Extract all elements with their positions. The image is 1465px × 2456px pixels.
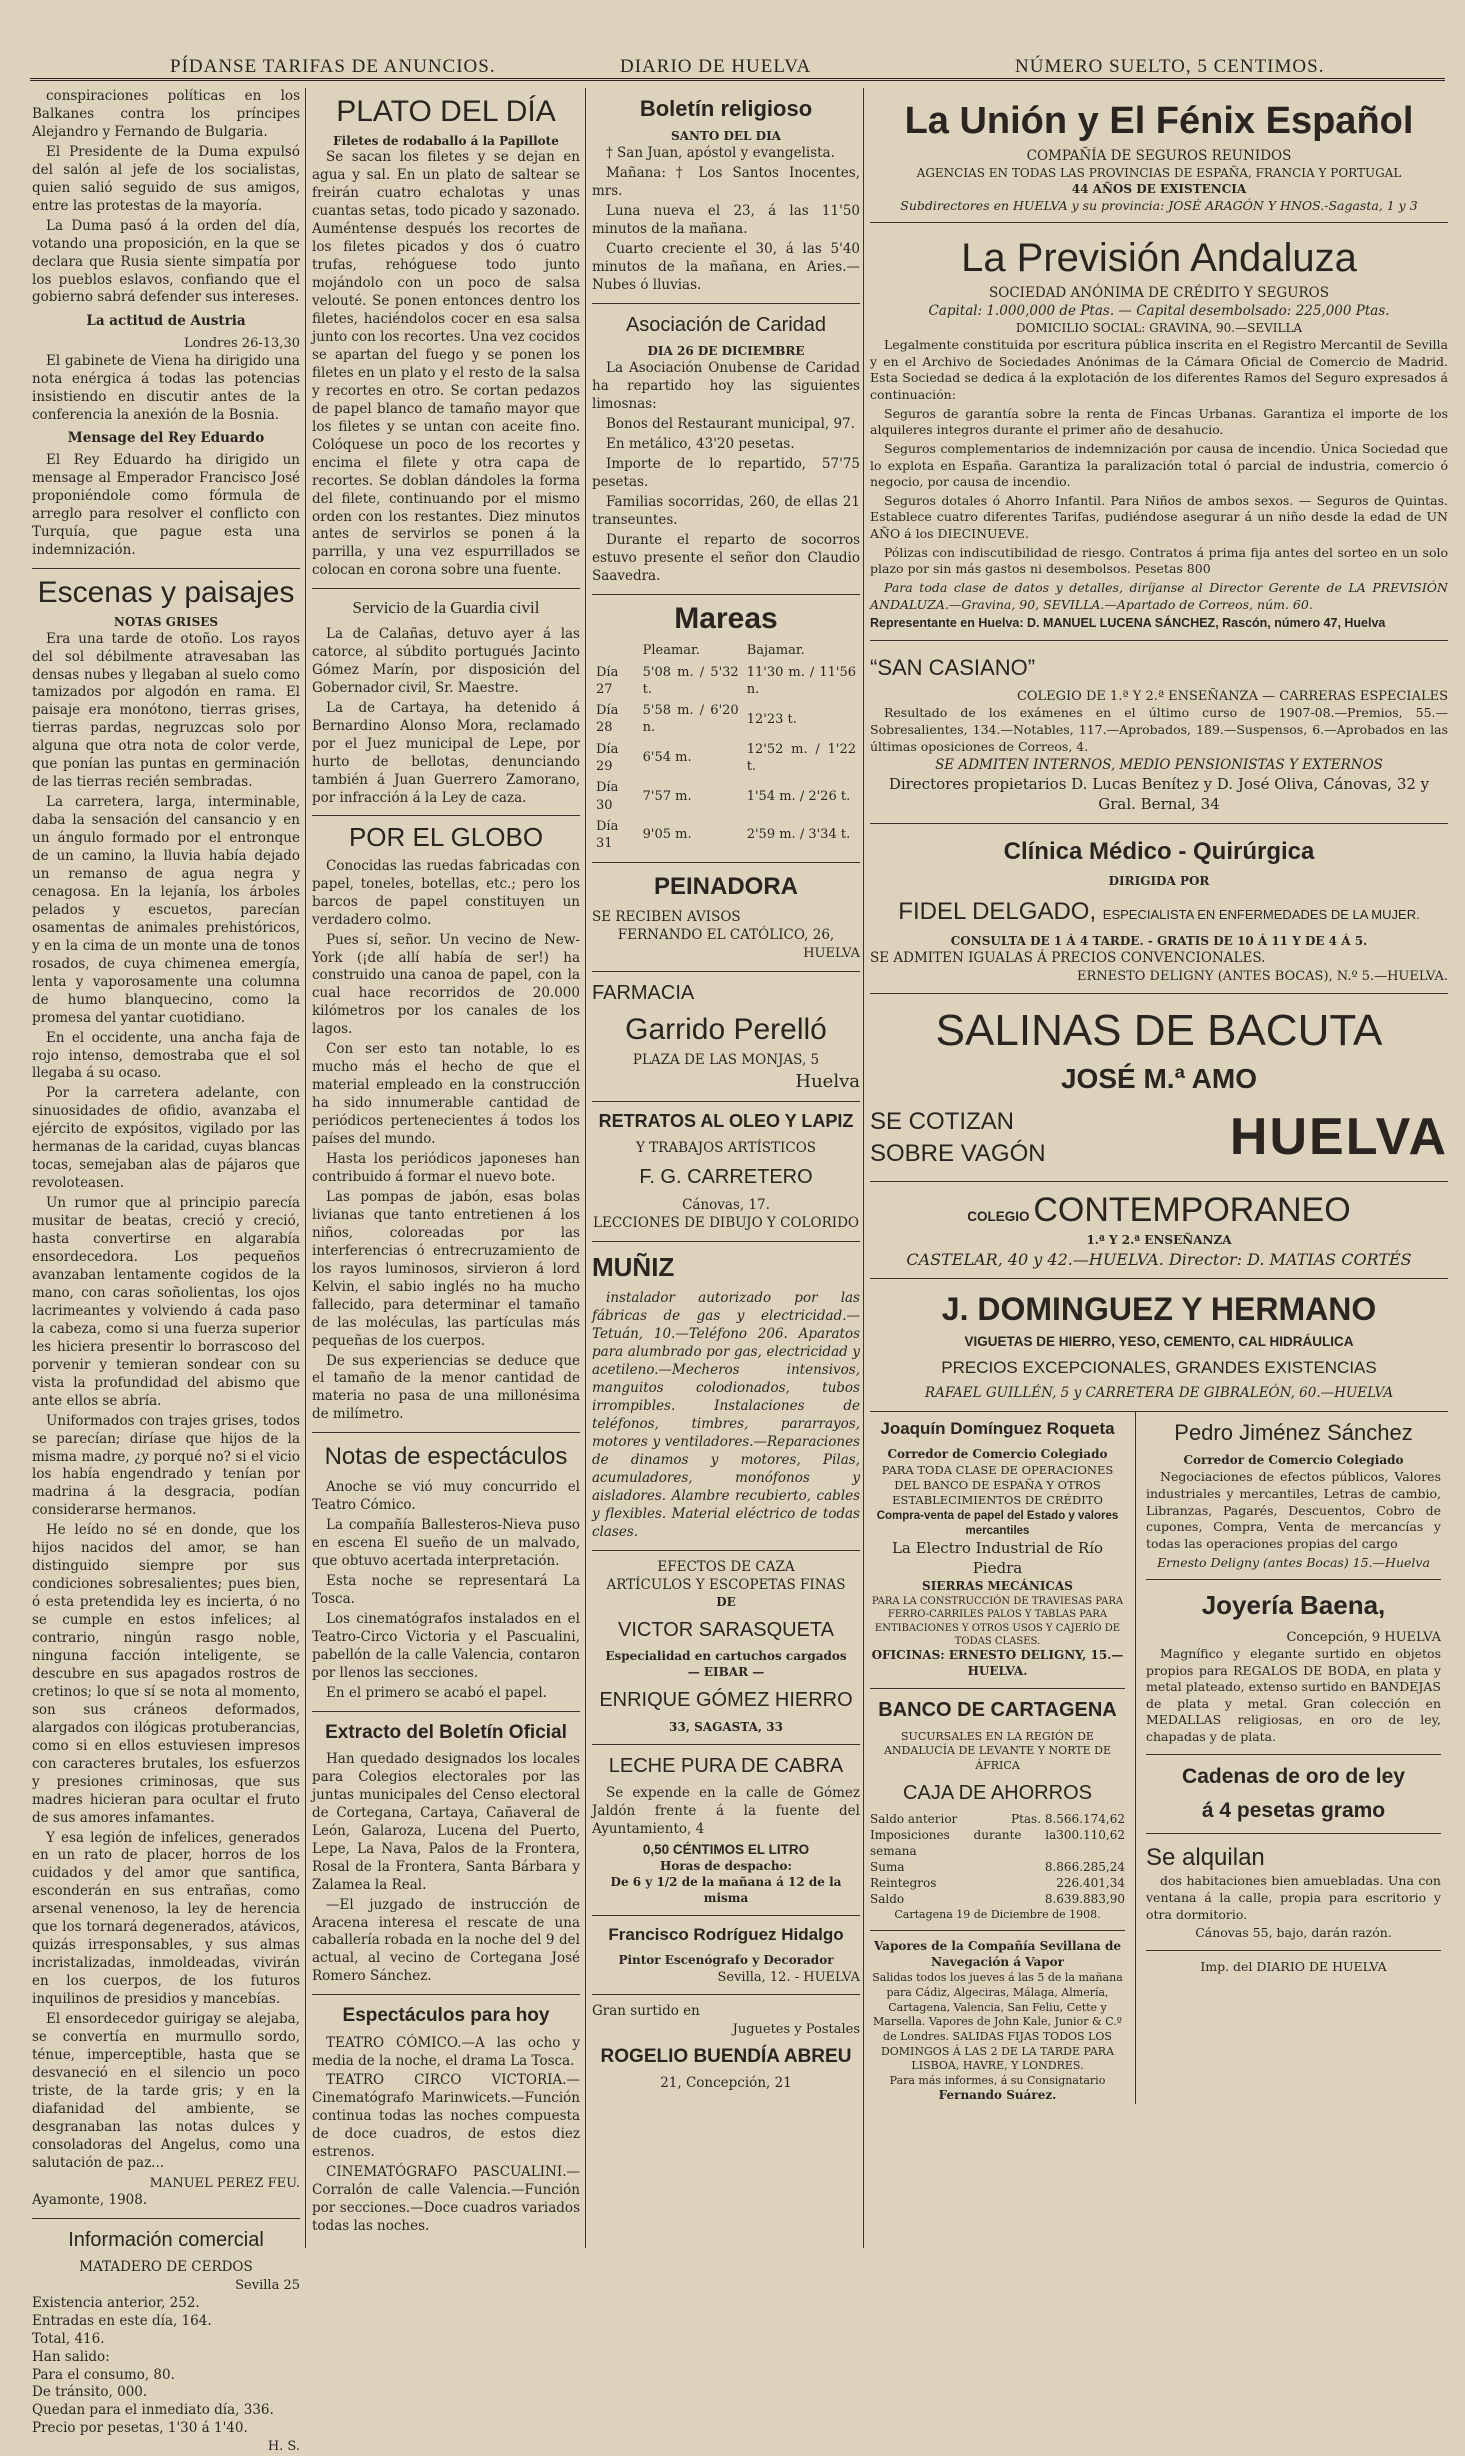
pjs-name: Pedro Jiménez Sánchez bbox=[1174, 1420, 1413, 1446]
espect-para: TEATRO CÓMICO.—A las ocho y media de la noche, el drama La Tosca. bbox=[312, 2034, 580, 2069]
farmacia-name: Garrido Perelló bbox=[625, 1013, 827, 1047]
escenas-para: En el occidente, una ancha faja de rojo intenso, demostraba que el sol llegaba á su ocaso. bbox=[32, 1029, 300, 1082]
dominguez-ad bbox=[870, 1279, 1448, 1412]
eduardo-title: Mensage del Rey Eduardo bbox=[67, 430, 265, 447]
peinadora-line: FERNANDO EL CATÓLICO, 26, bbox=[617, 927, 835, 944]
banco-sub: SUCURSALES EN LA REGIÓN DE ANDALUCÍA DE LEVANTE Y NORTE DE ÁFRICA bbox=[883, 1729, 1112, 1772]
column-rule bbox=[585, 88, 586, 2248]
prevision-ad bbox=[870, 223, 1448, 640]
intro-para: La Duma pasó á la orden del día, votando una proposición, en la que se declara que Rusia siente simpatía por los pueblos eslavos, confiando que el gobierno sabrá defender sus intereses. bbox=[32, 217, 300, 306]
pjs-addr: Ernesto Deligny (antes Bocas) 15.—Huelva bbox=[1157, 1554, 1430, 1570]
prevision-text: Legalmente constituida por escritura pública inscrita en el Registro Mercantil de Sevilla y en el Archivo de Sociedades Anónimas de la Cámara Oficial de Comercio de Madrid. Esta Sociedad se dedica á la explotación de los diferentes Ramos del Seguro expresados á continuación: bbox=[870, 337, 1448, 403]
plato-title: PLATO DEL DÍA bbox=[336, 95, 556, 128]
joyeria-title: Joyería Baena, bbox=[1201, 1590, 1386, 1621]
rogelio-line: Juguetes y Postales bbox=[732, 2021, 860, 2037]
espect-para: CINEMATÓGRAFO PASCUALINI.—Corralón de calle Valencia.—Función por secciones.—Doce cuadros variados todas las noches. bbox=[312, 2164, 580, 2235]
info-city: Sevilla 25 bbox=[235, 2278, 300, 2294]
clinica-name: FIDEL DELGADO, ESPECIALISTA EN ENFERMEDADES DE LA MUJER. bbox=[898, 897, 1420, 925]
prevision-capital: Capital: 1.000,000 de Ptas. — Capital desembolsado: 225,000 Ptas. bbox=[928, 303, 1390, 320]
peinadora-title: PEINADORA bbox=[653, 873, 798, 901]
table-row: Reintegros 226.401,34 bbox=[870, 1875, 1125, 1890]
union-fenix-ad bbox=[870, 88, 1448, 223]
casiano-directors: Directores propietarios D. Lucas Benítez y D. José Oliva, Cánovas, 32 y Gral. Bernal, 34 bbox=[888, 775, 1430, 814]
guardia-title: Servicio de la Guardia civil bbox=[352, 598, 540, 618]
casiano-text: Resultado de los exámenes en el último curso de 1907-08.—Premios, 55.—Sobresalientes, 134.—Notables, 117.—Aprobados, 189.—Suspensos, 6.—Aprobados en las últimas oposiciones de Correos, 4. bbox=[870, 705, 1448, 754]
leche-title: LECHE PURA DE CABRA bbox=[608, 1754, 844, 1777]
dominguez-title: J. DOMINGUEZ Y HERMANO bbox=[941, 1291, 1377, 1328]
retratos-name: F. G. CARRETERO bbox=[639, 1166, 813, 1189]
pjs-job: Corredor de Comercio Colegiado bbox=[1183, 1453, 1404, 1468]
column-rule bbox=[305, 88, 306, 2248]
santo-line: Cuarto creciente el 30, á las 5'40 minutos de la mañana, en Aries.—Nubes ó lluvias. bbox=[592, 240, 860, 293]
caza-especialidad: Especialidad en cartuchos cargados bbox=[605, 1649, 847, 1664]
clinica-by: DIRIGIDA POR bbox=[1108, 874, 1210, 888]
casiano-title: “SAN CASIANO” bbox=[870, 654, 1036, 680]
santo-line: Mañana: † Los Santos Inocentes, mrs. bbox=[592, 165, 860, 200]
leche-text: Se expende en la calle de Gómez Jaldón frente á la fuente del Ayuntamiento, 4 bbox=[592, 1785, 860, 1838]
cadenas-title: Cadenas de oro de ley bbox=[1182, 1764, 1405, 1788]
prevision-bottom: Para toda clase de datos y detalles, diríjanse al Director Gerente de LA PREVISIÓN ANDALUZA.—Gravina, 90, SEVILLA.—Apartado de Correos, núm. 60. bbox=[870, 579, 1448, 612]
notas-para: Esta noche se representará La Tosca. bbox=[312, 1572, 580, 1607]
table-row: Saldo anterior Ptas. 8.566.174,62 bbox=[870, 1812, 1125, 1827]
jdr-electro: La Electro Industrial de Río Piedra bbox=[891, 1539, 1104, 1578]
joyeria-addr: Concepción, 9 HUELVA bbox=[1286, 1629, 1441, 1645]
asociacion-para: La Asociación Onubense de Caridad ha repartido hoy las siguientes limosnas: bbox=[592, 360, 860, 413]
vapores-title: Vapores de la Compañía Sevillana de Navegación á Vapor bbox=[873, 1939, 1122, 1970]
austria-text: El gabinete de Viena ha dirigido una nota enérgica á todas las potencias insistiendo en discutir antes de la conferencia la anexión de la Bosnia. bbox=[32, 352, 300, 423]
santo-line: † San Juan, apóstol y evangelista. bbox=[606, 145, 835, 162]
rogelio-line: Gran surtido en bbox=[592, 2002, 700, 2019]
santo-title: SANTO DEL DIA bbox=[670, 129, 781, 144]
jdr-sierras: SIERRAS MECÁNICAS bbox=[922, 1579, 1073, 1594]
info-line: Total, 416. bbox=[32, 2330, 105, 2347]
escenas-place: Ayamonte, 1908. bbox=[32, 2191, 148, 2208]
retratos-sub: Y TRABAJOS ARTÍSTICOS bbox=[635, 1140, 817, 1157]
escenas-title: Escenas y paisajes bbox=[37, 576, 295, 610]
prevision-representante: Representante en Huelva: D. MANUEL LUCENA SÁNCHEZ, Rascón, número 47, Huelva bbox=[870, 616, 1386, 631]
info-line: Han salido: bbox=[32, 2348, 110, 2365]
dominguez-sub: VIGUETAS DE HIERRO, YESO, CEMENTO, CAL HIDRÁULICA bbox=[964, 1333, 1354, 1349]
retratos-lessons: LECCIONES DE DIBUJO Y COLORIDO bbox=[593, 1214, 859, 1231]
clinica-title: Clínica Médico - Quirúrgica bbox=[1003, 838, 1315, 866]
prevision-item: Seguros dotales ó Ahorro Infantil. Para Niños de ambos sexos. — Seguros de Quintas. Establece cuatro diferentes Tarifas, pudiéndose asegurar á un niño desde la edad de UN AÑO á los DIECINUEVE. bbox=[870, 492, 1448, 542]
info-line: Quedan para el inmediato día, 336. bbox=[32, 2402, 274, 2419]
salinas-line: SE COTIZAN bbox=[870, 1108, 1015, 1136]
globo-para: Pues sí, señor. Un vecino de New-York (¡de allí había de ser!) ha construido una canoa de papel, con la cual hace recorridos de 20.000 kilómetros por los canales de los lagos. bbox=[312, 931, 580, 1038]
santo-line: Luna nueva el 23, á las 11'50 minutos de la mañana. bbox=[592, 203, 860, 238]
caza-sub: ARTÍCULOS Y ESCOPETAS FINAS bbox=[606, 1576, 846, 1593]
clinica-ad bbox=[870, 824, 1448, 994]
caza-eibar: — EIBAR — bbox=[687, 1665, 765, 1680]
globo-title: POR EL GLOBO bbox=[348, 822, 544, 853]
rogelio-name: ROGELIO BUENDÍA ABREU bbox=[600, 2046, 852, 2068]
clinica-igualas: SE ADMITEN IGUALAS Á PRECIOS CONVENCIONALES. bbox=[870, 949, 1266, 966]
asociacion-date: DIA 26 DE DICIEMBRE bbox=[647, 344, 805, 359]
banco-date: Cartagena 19 de Diciembre de 1908. bbox=[894, 1907, 1101, 1921]
asociacion-para: Bonos del Restaurant municipal, 97. bbox=[606, 416, 855, 433]
mareas-head: Bajamar. bbox=[746, 643, 805, 659]
espect-title: Espectáculos para hoy bbox=[342, 2005, 550, 2027]
clinica-spec: ESPECIALISTA EN ENFERMEDADES DE LA MUJER. bbox=[1102, 906, 1420, 922]
intro-para: conspiraciones políticas en los Balkanes contra los príncipes Alejandro y Fernando de Bulgaria. bbox=[32, 88, 300, 140]
notas-para: Anoche se vió muy concurrido el Teatro Cómico. bbox=[312, 1479, 580, 1514]
farmacia-addr: PLAZA DE LAS MONJAS, 5 bbox=[632, 1051, 820, 1068]
contemporaneo-ad bbox=[870, 1182, 1448, 1279]
asociacion-para: En metálico, 43'20 pesetas. bbox=[606, 436, 795, 453]
leche-price: 0,50 CÉNTIMOS EL LITRO bbox=[642, 1842, 810, 1858]
table-row: Día 30 7'57 m. 1'54 m. / 2'26 t. bbox=[596, 780, 851, 813]
contemporaneo-title: CONTEMPORANEO bbox=[1033, 1190, 1351, 1229]
farmacia-title: FARMACIA bbox=[592, 981, 695, 1004]
column-1 bbox=[32, 88, 300, 2455]
escenas-para: La carretera, larga, interminable, daba la sensación del cansancio y en un ángulo formado por el entronque de un camino, la lluvia había dejado un remanso de agua negra y cenagosa. En la lejanía, los árboles pelados y escuetos, parecían osamentas de animales prehistóricos, y en la cima de un monte una de tonos rosados, de cuya chimenea emergía, lenta y vaporosamente una columna de humo blanquecino, como la promesa del yantar cuotidiano. bbox=[32, 794, 300, 1026]
intro-para: El Presidente de la Duma expulsó del salón al jefe de los socialistas, quien salió seguido de sus amigos, entre las protestas de la mayoría. bbox=[32, 143, 300, 214]
notas-para: Los cinematógrafos instalados en el Teatro-Circo Victoria y el Pascualini, pabellón de la calle Valencia, contaron por llenos las secciones. bbox=[312, 1610, 580, 1681]
caza-name: VICTOR SARASQUETA bbox=[618, 1618, 834, 1641]
asociacion-para: Importe de lo repartido, 57'75 pesetas. bbox=[592, 456, 860, 491]
header-center: DIARIO DE HUELVA bbox=[620, 56, 812, 77]
muniz-name: MUÑIZ bbox=[592, 1251, 675, 1282]
column-2 bbox=[312, 88, 580, 2258]
alquilan-addr: Cánovas 55, bajo, darán razón. bbox=[1195, 1925, 1392, 1941]
casiano-admission: SE ADMITEN INTERNOS, MEDIO PENSIONISTAS Y EXTERNOS bbox=[935, 757, 1383, 774]
clinica-addr: ERNESTO DELIGNY (ANTES BOCAS), N.º 5.—HUELVA. bbox=[1077, 968, 1448, 984]
austria-title: La actitud de Austria bbox=[86, 313, 246, 330]
globo-para: Con ser esto tan notable, lo es mucho más el hecho de que el material empleado en la construcción ha sido innumerable cantidad de periódicos pertenecientes á todos los países del mundo. bbox=[312, 1041, 580, 1148]
plato-text: Se sacan los filetes y se dejan en agua y sal. En un plato de saltear se freirán cuatro echalotas y unas cuantas setas, todo picado y sazonado. Auméntense después los recortes de los filetes picados y dos ó cuatro trufas, rehóguese todo junto mojándolo con un poco de salsa velouté. Se ponen entonces dentro los filetes, haciéndolos cocer en esa salsa junto con los recortes. Una vez cocidos se apartan del fuego y se ponen los filetes en un plato y el resto de la salsa y recortes en otro. Se cortan pedazos de papel blanco de tamaño mayor que los filetes y se untan con aceite fino. Colóquese un poco de los recortes y encima el filete y otra capa de recortes. Se doblan dándoles la forma del filete, continuando por el mismo orden con los restantes. Diez minutos antes de servirlos se ponen á la parrilla, y una vez espurrillados se colocan en corona sobre una fuente. bbox=[312, 149, 580, 579]
boletin-religioso-title: Boletín religioso bbox=[639, 96, 813, 121]
globo-para: Las pompas de jabón, esas bolas livianas que tanto entretienen á los niños, coloreadas por las interferencias ó entrecruzamiento de los rayos luminosos, sirvieron á lord Kelvin, el sabio inglés no ha mucho fallecido, para determinar el tamaño de las moléculas, las partículas más pequeñas de los cuerpos. bbox=[312, 1188, 580, 1349]
banco-caja: CAJA DE AHORROS bbox=[903, 1781, 1092, 1804]
dominguez-addr: RAFAEL GUILLÉN, 5 y CARRETERA DE GIBRALEÓN, 60.—HUELVA bbox=[924, 1385, 1394, 1402]
masthead-strip bbox=[30, 50, 1445, 81]
asociacion-para: Familias socorridas, 260, de ellas 21 transeuntes. bbox=[592, 494, 860, 528]
info-line: Para el consumo, 80. bbox=[32, 2366, 175, 2383]
escenas-para: Por la carretera adelante, con sinuosidades de ofidio, avanzaba el ejército de expósitos, vigilado por las hermanas de la caridad, cuyas blancas tocas, semejaban alas de pájaros que revoloteasen. bbox=[32, 1085, 300, 1192]
guardia-para: La de Calañas, detuvo ayer á las catorce, al súbdito portugués Jacinto Gómez Marín, por disposición del Gobernador civil, Sr. Maestre. bbox=[312, 625, 580, 696]
dominguez-prices: PRECIOS EXCEPCIONALES, GRANDES EXISTENCIAS bbox=[941, 1357, 1377, 1377]
escenas-para: Uniformados con trajes grises, todos se parecían; diríase que hijos de la misma madre, ¿y porqué no? si el vicio los había engendrado y tenían por madrina á la desgracia, podían considerarse hermanos. bbox=[32, 1412, 300, 1519]
farmacia-city: Huelva bbox=[795, 1070, 860, 1092]
prevision-item: Pólizas con indiscutibilidad de riesgo. Contratos á prima fija antes del sorteo en un solo plazo por sin más gastos ni desembolsos. Pesetas 800 bbox=[870, 544, 1448, 577]
salinas-line: SOBRE VAGÓN bbox=[870, 1140, 1046, 1168]
mareas-table bbox=[592, 640, 860, 854]
jdr-small: PARA LA CONSTRUCCIÓN DE TRAVIESAS PARA FERRO-CARRILES PALOS Y TABLAS PARA ENTIBACIONES Y OTROS USOS Y CAJERÍO DE TODAS CLASES. bbox=[871, 1595, 1124, 1647]
banco-title: BANCO DE CARTAGENA bbox=[878, 1699, 1117, 1722]
table-row: Día 29 6'54 m. 12'52 m. / 1'22 t. bbox=[596, 741, 856, 774]
asociacion-para: Durante el reparto de socorros estuvo presente el señor don Claudio Saavedra. bbox=[592, 531, 860, 584]
muniz-text: instalador autorizado por las fábricas de gas y electricidad.—Tetuán, 10.—Teléfono 206. Aparatos para alumbrado por gas, electricidad y acetileno.—Mecheros intensivos, manguitos colodionados, tubos irrompibles. Instalaciones de teléfonos, timbres, pararrayos, motores y ventiladores.—Reparaciones de dinamos y motores, Pilas, acumuladores, monófonos y aisladores. Alambre recubierto, cables y flexibles. Material eléctrico de todas clases. bbox=[592, 1290, 860, 1540]
union-sub2: Subdirectores en HUELVA y su provincia: JOSÉ ARAGÓN Y HNOS.-Sagasta, 1 y 3 bbox=[900, 197, 1418, 213]
info-title: Información comercial bbox=[68, 2228, 264, 2251]
table-row: Suma 8.866.285,24 bbox=[870, 1859, 1125, 1874]
pjs-text: Negociaciones de efectos públicos, Valores industriales y mercantiles, Letras de cambio, Libranzas, Pagarés, Descuentos, Cobro de cupones, Compra, Venta de mercancías y todas las operaciones propias del cargo bbox=[1146, 1469, 1441, 1551]
clinica-hours: CONSULTA DE 1 Á 4 TARDE. - GRATIS DE 10 Á 11 Y DE 4 Á 5. bbox=[950, 933, 1368, 948]
frh-job: Pintor Escenógrafo y Decorador bbox=[618, 1952, 834, 1967]
union-years: 44 AÑOS DE EXISTENCIA bbox=[1071, 181, 1247, 196]
caza-addr: 33, SAGASTA, 33 bbox=[669, 1719, 783, 1734]
rogelio-addr: 21, Concepción, 21 bbox=[660, 2075, 792, 2092]
salinas-name: JOSÉ M.ª AMO bbox=[1060, 1063, 1257, 1095]
jdr-job: Corredor de Comercio Colegiado bbox=[887, 1446, 1108, 1461]
mareas-head: Pleamar. bbox=[642, 643, 700, 659]
boletin-para: —El juzgado de instrucción de Aracena interesa el rescate de una caballería robada en la noche del 9 del actual, al vecino de Cortegana José Romero Sánchez. bbox=[312, 1896, 580, 1985]
notas-para: En el primero se acabó el papel. bbox=[326, 1684, 547, 1701]
retratos-title: RETRATOS AL OLEO Y LAPIZ bbox=[598, 1111, 854, 1132]
san-casiano-ad bbox=[870, 641, 1448, 824]
eduardo-text: El Rey Eduardo ha dirigido un mensage al Emperador Francisco José proponiéndole como fórmula de arreglo para resolver el conflicto con Turquía, que pague esta una indemnización. bbox=[32, 452, 300, 559]
table-row: Día 31 9'05 m. 2'59 m. / 3'34 t. bbox=[596, 818, 851, 852]
salinas-ad bbox=[870, 994, 1448, 1182]
jdr-oficinas: OFICINAS: ERNESTO DELIGNY, 15.—HUELVA. bbox=[871, 1648, 1124, 1679]
table-row: Saldo 8.639.883,90 bbox=[870, 1891, 1125, 1906]
salinas-title: SALINAS DE BACUTA bbox=[935, 1006, 1383, 1056]
info-line: De tránsito, 000. bbox=[32, 2384, 148, 2401]
joyeria-text: Magnífico y elegante surtido en objetos propios para REGALOS DE BODA, en plata y metal plateado, extenso surtido en BANDEJAS de plata y metal. Gran colección en MEDALLAS religiosas, en oro de ley, chapadas y de plata. bbox=[1146, 1645, 1441, 1745]
salinas-city: HUELVA bbox=[1229, 1108, 1448, 1167]
globo-para: Hasta los periódicos japoneses han contribuido á formar el nuevo bote. bbox=[312, 1151, 580, 1185]
info-line: Existencia anterior, 252. bbox=[32, 2294, 200, 2311]
prevision-title: La Previsión Andaluza bbox=[961, 236, 1357, 281]
vapores-text: Salidas todos los jueves á las 5 de la mañana para Cádiz, Algeciras, Málaga, Almería, Cartagena, Valencia, San Feliu, Cette y Marsella. Vapores de John Kale, Junior & C.º de Londres. SALIDAS FIJAS TODOS LOS DOMINGOS Á LAS 2 DE LA TARDE PARA LISBOA, HAVRE, Y LONDRES. bbox=[872, 1971, 1123, 2073]
plato-subtitle: Filetes de rodaballo á la Papillote bbox=[333, 133, 559, 148]
info-subtitle: MATADERO DE CERDOS bbox=[79, 2259, 253, 2276]
vapores-cons: Para más informes, á su Consignatario bbox=[889, 2073, 1106, 2087]
contemporaneo-addr: CASTELAR, 40 y 42.—HUELVA. Director: D. MATIAS CORTÉS bbox=[906, 1249, 1412, 1269]
leche-hours-title: Horas de despacho: bbox=[660, 1859, 792, 1874]
prevision-domicilio: DOMICILIO SOCIAL: GRAVINA, 90.—SEVILLA bbox=[1015, 321, 1303, 336]
caza-title: EFECTOS DE CAZA bbox=[657, 1558, 795, 1575]
union-title: La Unión y El Fénix Español bbox=[904, 100, 1414, 142]
column-rule bbox=[863, 88, 864, 2248]
jdr-bold: Compra-venta de papel del Estado y valores mercantiles bbox=[876, 1509, 1119, 1537]
union-agencias: AGENCIAS EN TODAS LAS PROVINCIAS DE ESPAÑA, FRANCIA Y PORTUGAL bbox=[916, 165, 1402, 180]
peinadora-line: HUELVA bbox=[803, 946, 860, 962]
notas-title: Notas de espectáculos bbox=[324, 1443, 568, 1471]
boletin-para: Han quedado designados los locales para Colegios electorales por las juntas municipales del Censo electoral de Cortegana, Cartaya, Cañaveral de León, Galaroza, Lucena del Puerto, Lepe, La Nava, Palos de la Frontera, Rosal de la Frontera, Santa Bárbara y Zalamea la Real. bbox=[312, 1750, 580, 1893]
mareas-title: Mareas bbox=[674, 601, 778, 635]
globo-para: De sus experiencias se deduce que el tamaño de la menor cantidad de materia no pasa de una millonésima de milímetro. bbox=[312, 1352, 580, 1423]
escenas-para: Un rumor que al principio parecía musitar de beatas, creció y creció, hasta convertirse en algarabía ensordecedora. Los pequeños avanzaban lentamente cogidos de la mano, con caras soñolientas, los ojos lacrimeantes y volviendo á cada paso la cabeza, como si una fuerza superior les hiciera presentir lo borrascoso del porvenir y temieran sondear con su vista la profundidad del abismo que ante ellos se abría. bbox=[32, 1195, 300, 1409]
info-line: Entradas en este día, 164. bbox=[32, 2312, 212, 2329]
prevision-item: Seguros de garantía sobre la renta de Fincas Urbanas. Garantiza el importe de los alquileres integros durante el primer año de desahucio. bbox=[870, 405, 1448, 438]
alquilan-text: dos habitaciones bien amuebladas. Una con ventana á la calle, propia para escritorio y otra dormitorio. bbox=[1146, 1873, 1441, 1922]
info-line: Precio por pesetas, 1'30 á 1'40. bbox=[32, 2420, 248, 2437]
frh-addr: Sevilla, 12. - HUELVA bbox=[717, 1969, 860, 1985]
column-3 bbox=[592, 88, 860, 2258]
escenas-subtitle: NOTAS GRISES bbox=[113, 614, 219, 629]
vapores-name: Fernando Suárez. bbox=[938, 2088, 1057, 2103]
escenas-para: He leído no sé en donde, que los hijos nacidos del amor, se han distinguido siempre por sus condiciones sobresalientes; pues bien, ó esta pretendida ley es incierta, ó no se cumple en estos infelices; al contrario, ningún rasgo noble, ninguna facción inteligente, se descubre en sus apagados rostros de cretinos; lo que sí se nota al momento, son sus cráneos deformados, alargados con ilógicas protuberancias, como si en ellos estuviesen impresos con caracteres brutales, los esfuerzos y presiones criminosas, que sus madres hicieran para ocultar el fruto de sus amores infamantes. bbox=[32, 1522, 300, 1826]
cadenas-price: á 4 pesetas gramo bbox=[1201, 1798, 1386, 1822]
imprenta: Imp. del DIARIO DE HUELVA bbox=[1200, 1958, 1387, 1974]
retratos-addr: Cánovas, 17. bbox=[682, 1196, 770, 1213]
header-left: PÍDANSE TARIFAS DE ANUNCIOS. bbox=[170, 56, 496, 77]
austria-dateline: Londres 26-13,30 bbox=[183, 336, 300, 352]
globo-para: Conocidas las ruedas fabricadas con papel, toneles, botellas, etc.; pero los barcos de papel constituyen un verdadero colmo. bbox=[312, 857, 580, 928]
asociacion-title: Asociación de Caridad bbox=[625, 313, 827, 336]
escenas-signature: MANUEL PEREZ FEU. bbox=[149, 2175, 300, 2191]
caza-agent: ENRIQUE GÓMEZ HIERRO bbox=[599, 1689, 853, 1712]
boletin-title: Extracto del Boletín Oficial bbox=[325, 1721, 567, 1743]
column-4 bbox=[870, 88, 1448, 2258]
casiano-sub: COLEGIO DE 1.ª Y 2.ª ENSEÑANZA — CARRERAS ESPECIALES bbox=[1016, 689, 1448, 705]
alquilan-big: Se alquilan bbox=[1146, 1843, 1265, 1871]
prevision-sub: SOCIEDAD ANÓNIMA DE CRÉDITO Y SEGUROS bbox=[989, 285, 1329, 302]
escenas-para: El ensordecedor guirigay se alejaba, se convertía en murmullo sordo, ténue, imperceptible, hasta que se desvaneció en el silencio un poco triste, de la tarde gris; y en la diafanidad del ambiente, se desgranaban las notas dulces y consoladoras del Angelus, como una salutación de paz... bbox=[32, 2011, 300, 2171]
notas-para: La compañía Ballesteros-Nieva puso en escena El sueño de un malvado, que obtuvo acertada interpretación. bbox=[312, 1517, 580, 1570]
peinadora-line: SE RECIBEN AVISOS bbox=[592, 909, 741, 926]
escenas-para: Y esa legión de infelices, generados en un rato de placer, horros de los cuidados y del amor que santifica, esconderán en sus entrañas, como arsenal venenoso, la ley de herencia que los tornará degenerados, atávicos, quizás irresponsables, y sus almas incristalizadas, inmoldeadas, vivirán en los cuerpos, de los futuros inquilinos de presidios y mancebías. bbox=[32, 1829, 300, 2008]
escenas-para: Era una tarde de otoño. Los rayos del sol débilmente atravesaban las densas nubes y llegaban al suelo como tamizados por algodón en rama. El paisaje era monótono, tierras grises, tierras pardas, negruzcas solo por alguna que otra nota de color verde, que ponían las puntas en germinación de las tierras recién sembradas. bbox=[32, 630, 300, 791]
frh-name: Francisco Rodríguez Hidalgo bbox=[608, 1924, 844, 1944]
contemporaneo-sub: 1.ª Y 2.ª ENSEÑANZA bbox=[1086, 1232, 1232, 1247]
jdr-name: Joaquín Domínguez Roqueta bbox=[880, 1419, 1115, 1439]
table-row: Imposiciones durante la semana 300.110,62 bbox=[870, 1828, 1125, 1859]
union-sub: COMPAÑÍA DE SEGUROS REUNIDOS bbox=[1026, 147, 1292, 164]
espect-para: TEATRO CIRCO VICTORIA.—Cinematógrafo Marinwicets.—Función continua todas las noches compuesta de doce cuadros, de estos diez estrenos. bbox=[312, 2072, 580, 2161]
header-right: NÚMERO SUELTO, 5 CENTIMOS. bbox=[1015, 56, 1325, 77]
guardia-para: La de Cartaya, ha detenido á Bernardino Alonso Mora, reclamado por el Juez municipal de Lepe, por hurto de bellotas, denunciando también á Juan Guerrero Zamorano, por infracción á la Ley de caza. bbox=[312, 699, 580, 806]
leche-hours: De 6 y 1/2 de la mañana á 12 de la misma bbox=[610, 1875, 842, 1906]
prevision-item: Seguros complementarios de indemnización por causa de incendio. Única Sociedad que lo explota en España. Garantiza la paralización total ó parcial de industria, comercio ó negocio, por causa de incendio. bbox=[870, 440, 1448, 490]
info-signature: H. S. bbox=[267, 2439, 300, 2455]
contemporaneo-pre: COLEGIO bbox=[967, 1208, 1030, 1224]
caza-de: DE bbox=[716, 1594, 736, 1609]
jdr-text: PARA TODA CLASE DE OPERACIONES DEL BANCO DE ESPAÑA Y OTROS ESTABLECIMIENTOS DE CRÉDITO bbox=[881, 1462, 1114, 1508]
table-row: Día 27 5'08 m. / 5'32 t. 11'30 m. / 11'56 n. bbox=[596, 664, 856, 697]
table-row: Día 28 5'58 m. / 6'20 n. 12'23 t. bbox=[596, 703, 797, 736]
